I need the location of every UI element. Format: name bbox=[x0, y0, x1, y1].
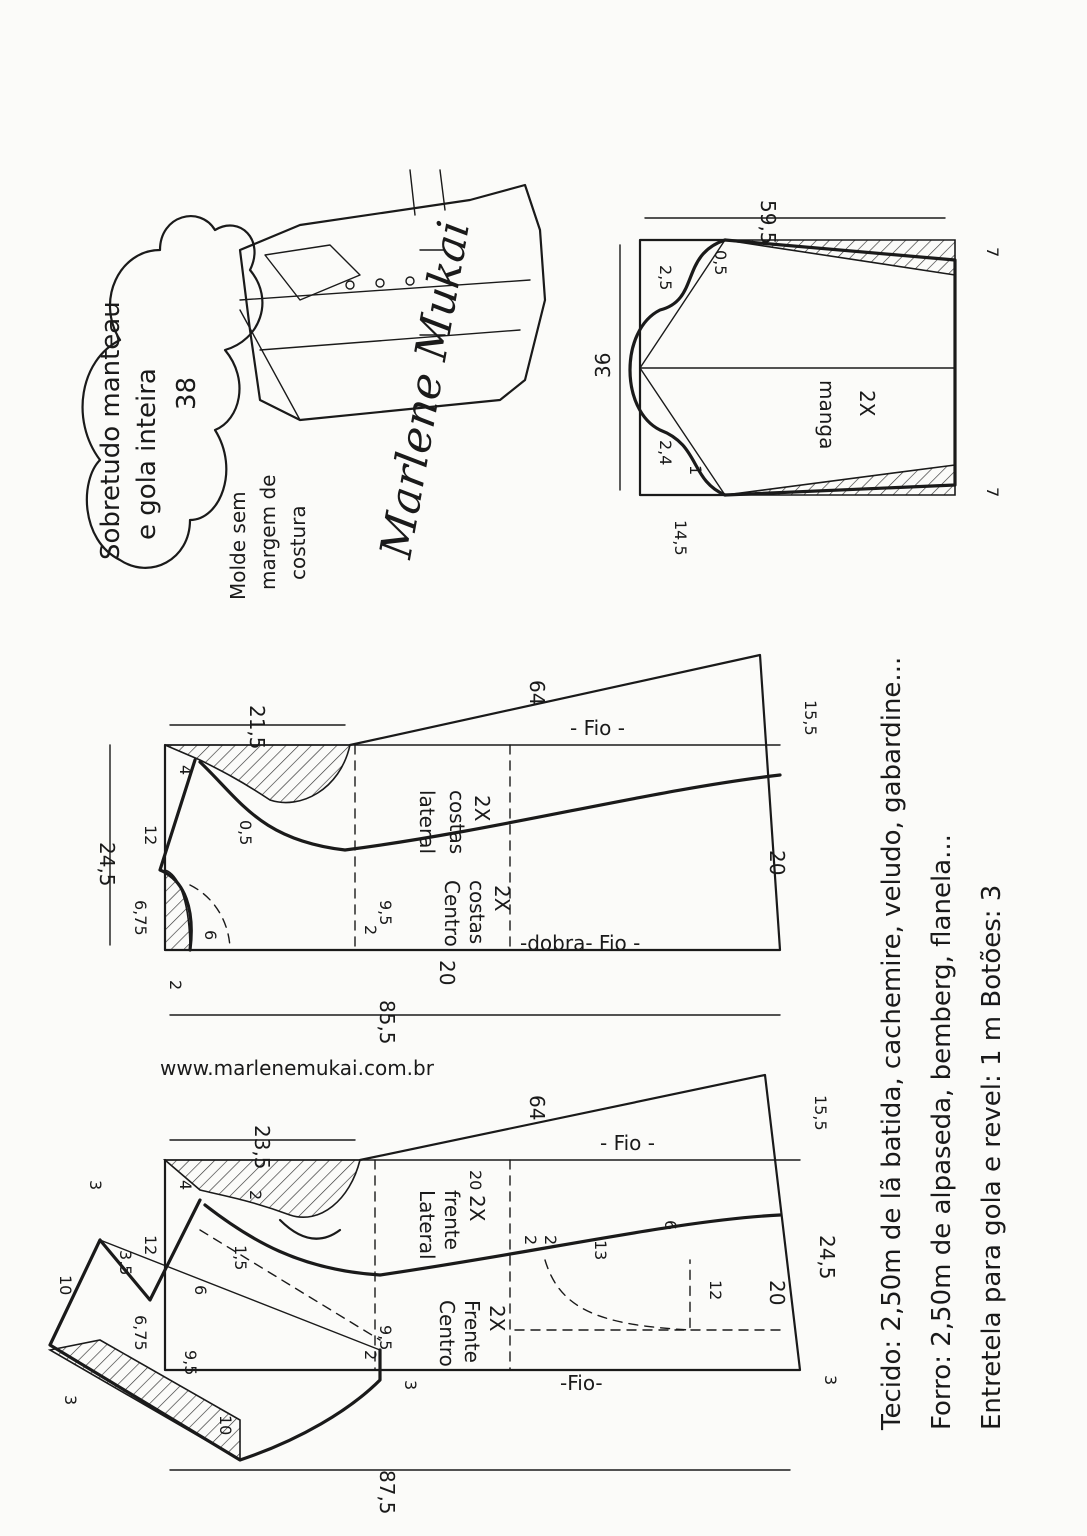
front-waist-dart: 2 bbox=[361, 1350, 380, 1361]
svg-text:Marlene Mukai: Marlene Mukai bbox=[370, 217, 481, 562]
front-pattern bbox=[50, 1075, 840, 1515]
back-center-label-3: 2X bbox=[490, 885, 514, 912]
no-seam-note bbox=[226, 475, 310, 600]
front-pocket-h: 6 bbox=[661, 1220, 680, 1231]
sleeve-hem-left: 7 bbox=[983, 487, 1002, 498]
signature bbox=[370, 217, 480, 563]
front-upper-width: 23,5 bbox=[250, 1125, 274, 1170]
materials-line-3: Entretela para gola e revel: 1 m Botões: 3 bbox=[977, 884, 1007, 1430]
back-hem: 20 bbox=[765, 850, 789, 876]
back-waist-dart: 2 bbox=[361, 925, 380, 936]
front-hem-rise: 15,5 bbox=[811, 1095, 830, 1131]
back-side-length: 64 bbox=[525, 680, 549, 706]
front-total-length: 87,5 bbox=[375, 1470, 399, 1515]
back-hem-rise: 15,5 bbox=[801, 700, 820, 736]
front-hem-side: 24,5 bbox=[815, 1235, 839, 1280]
front-pocket-w: 13 bbox=[591, 1240, 610, 1261]
front-grain-center: -Fio- bbox=[560, 1371, 603, 1395]
front-side-label-2: frente bbox=[440, 1190, 464, 1250]
front-center-label-1: Centro bbox=[435, 1300, 459, 1367]
sleeve-hem-right: 7 bbox=[983, 247, 1002, 258]
materials-line-2: Forro: 2,50m de alpaseda, bemberg, flanela... bbox=[927, 834, 957, 1430]
materials-list bbox=[877, 657, 1007, 1431]
coat-sketch bbox=[240, 170, 545, 420]
front-lapel: 10 bbox=[216, 1415, 235, 1436]
back-neck-offset: 2 bbox=[166, 980, 185, 991]
front-collar-c: 9,5 bbox=[181, 1350, 200, 1376]
sleeve-pattern bbox=[591, 200, 1002, 556]
front-collar-b: 6,75 bbox=[131, 1315, 150, 1351]
front-side-upper: 20 bbox=[466, 1170, 485, 1191]
front-hem-overlap: 3 bbox=[821, 1375, 840, 1386]
note-line-1: Molde sem bbox=[226, 491, 250, 600]
front-overlap-top: 3 bbox=[401, 1380, 420, 1391]
front-pocket-d: 12 bbox=[706, 1280, 725, 1301]
sleeve-cap-d: 1 bbox=[686, 465, 705, 476]
back-side-label-3: 2X bbox=[470, 795, 494, 822]
sleeve-length: 59,5 bbox=[756, 200, 780, 245]
sleeve-width: 36 bbox=[591, 352, 615, 378]
sleeve-label: manga bbox=[815, 380, 839, 450]
front-waist-mark: 9,5 bbox=[376, 1325, 395, 1351]
back-side-label-1: lateral bbox=[415, 790, 439, 854]
sleeve-cap-c: 2,4 bbox=[656, 440, 675, 466]
front-neck-width: 6 bbox=[191, 1285, 210, 1296]
back-grain-center: -dobra- Fio - bbox=[520, 931, 641, 955]
front-collar-tip: 3 bbox=[61, 1395, 80, 1406]
title-line2: e gola inteira bbox=[132, 368, 162, 540]
back-pattern bbox=[95, 655, 820, 1045]
note-line-3: costura bbox=[286, 505, 310, 580]
back-shoulder-slope: 12 bbox=[141, 825, 160, 846]
front-side-length: 64 bbox=[525, 1095, 549, 1121]
back-waist-mark: 9,5 bbox=[376, 900, 395, 926]
sleeve-cap-b: 0,5 bbox=[711, 250, 730, 276]
back-shoulder: 24,5 bbox=[95, 842, 119, 887]
note-line-2: margem de bbox=[256, 474, 280, 590]
back-hip: 20 bbox=[435, 960, 459, 986]
front-armhole-a: 2 bbox=[246, 1190, 265, 1201]
front-center-label-3: 2X bbox=[485, 1305, 509, 1332]
materials-line-1: Tecido: 2,50m de lã batida, cachemire, veludo, gabardine... bbox=[877, 656, 907, 1430]
front-pocket-gap2: 2 bbox=[541, 1235, 560, 1246]
front-collar-length: 10 bbox=[56, 1275, 75, 1296]
front-shoulder-slope: 12 bbox=[141, 1235, 160, 1256]
back-neck-drop: 4 bbox=[176, 765, 195, 776]
back-center-label-2: costas bbox=[465, 880, 489, 945]
front-neck-drop: 4 bbox=[176, 1180, 195, 1191]
front-side-label-1: Lateral bbox=[415, 1190, 439, 1260]
sleeve-cap-height: 14,5 bbox=[671, 520, 690, 556]
back-upper-width: 21,5 bbox=[245, 705, 269, 750]
back-center-label-1: Centro bbox=[440, 880, 464, 947]
back-side-label-2: costas bbox=[445, 790, 469, 855]
front-center-label-2: Frente bbox=[460, 1300, 484, 1363]
front-side-label-3: 2X bbox=[465, 1195, 489, 1222]
back-grain-side: - Fio - bbox=[570, 716, 625, 740]
back-neck-width: 6,75 bbox=[131, 900, 150, 936]
sleeve-cap-a: 2,5 bbox=[656, 265, 675, 291]
sleeve-count: 2X bbox=[855, 390, 879, 417]
front-hem: 20 bbox=[765, 1280, 789, 1306]
front-collar-a: 3,5 bbox=[116, 1250, 135, 1276]
back-armhole-depth: 0,5 bbox=[236, 820, 255, 846]
title-line1: Sobretudo manteau bbox=[96, 301, 126, 560]
website: www.marlenemukai.com.br bbox=[160, 1056, 434, 1080]
back-total-length: 85,5 bbox=[375, 1000, 399, 1045]
front-pocket-gap: 2 bbox=[521, 1235, 540, 1246]
front-armhole-b: 1,5 bbox=[231, 1245, 250, 1271]
front-grain-side: - Fio - bbox=[600, 1131, 655, 1155]
front-collar-top: 3 bbox=[86, 1180, 105, 1191]
title-size: 38 bbox=[172, 376, 202, 410]
back-neck-depth: 6 bbox=[201, 930, 220, 941]
